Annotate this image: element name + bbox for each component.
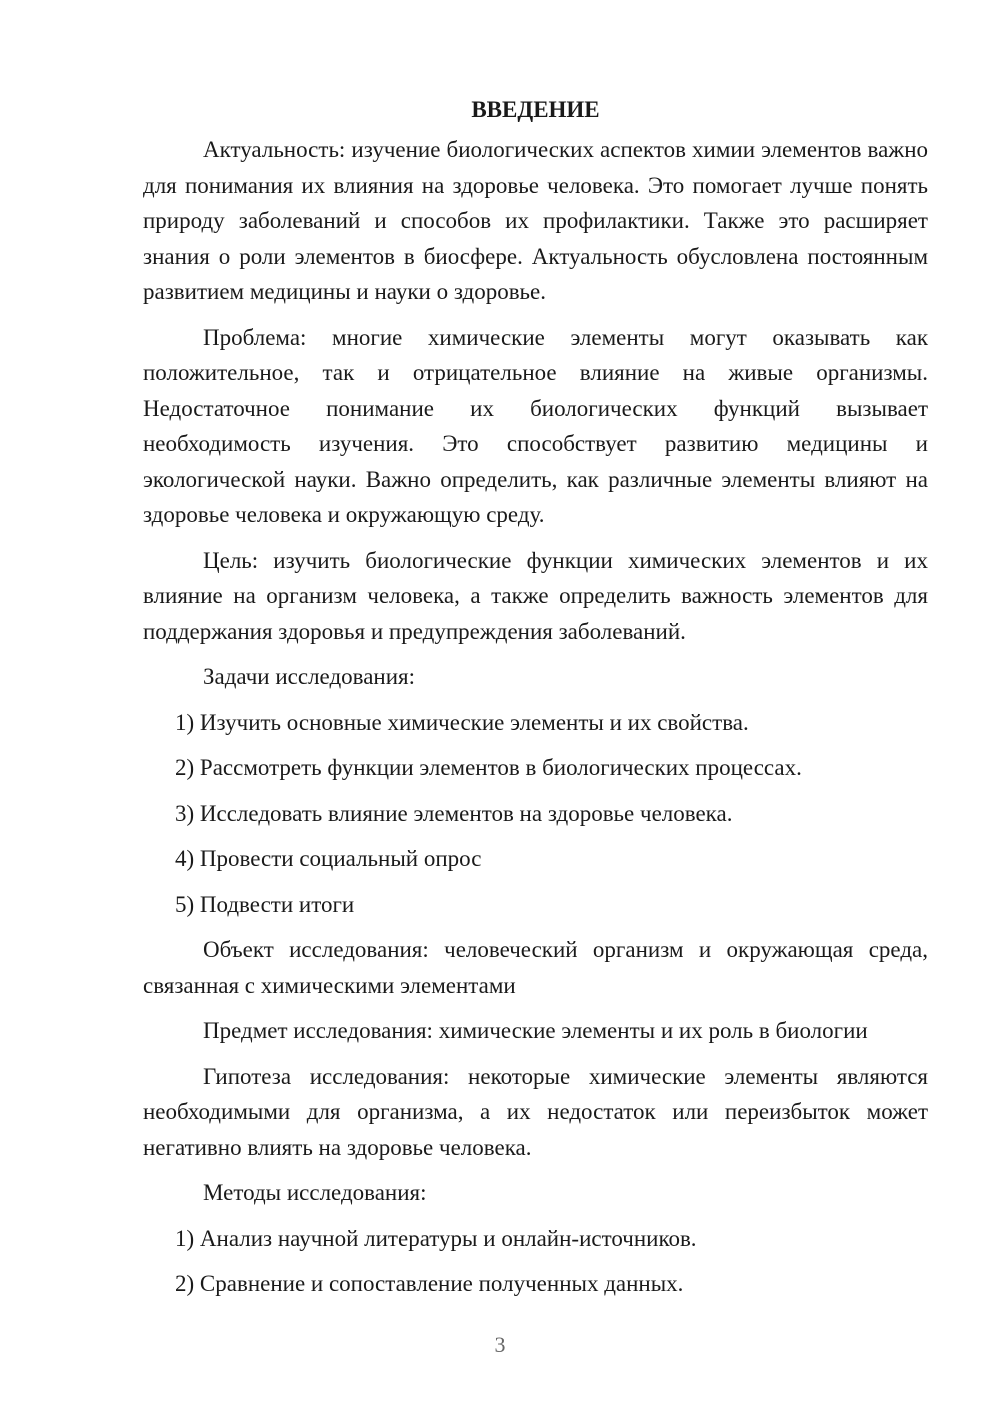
task-item-2: 2) Рассмотреть функции элементов в биологических процессах. (175, 755, 802, 780)
method-item-1: 1) Анализ научной литературы и онлайн-источников. (175, 1225, 697, 1251)
problem-paragraph: Проблема: многие химические элементы могут оказывать как положительное, так и отрицательное влияние на живые организмы. Недостаточное понимание их биологических функций вызывает необходимость изучения. Это способствует развитию медицины и экологической науки. Важно определить, как различные элементы влияют на здоровье человека и окружающую среду. (143, 324, 928, 527)
actuality-paragraph: Актуальность: изучение биологических аспектов химии элементов важно для понимания их влияния на здоровье человека. Это помогает лучше понять природу заболеваний и способов их профилактики. Также это расширяет знания о роли элементов в биосфере. Актуальность обусловлена постоянным развитием медицины и науки о здоровье. (143, 137, 928, 304)
tasks-heading: Задачи исследования: (203, 664, 416, 689)
page-content (143, 96, 928, 1312)
object-paragraph: Объект исследования: человеческий организм и окружающая среда, связанная с химическими элементами (143, 937, 928, 998)
page-number: 3 (494, 1332, 506, 1357)
task-item-1: 1) Изучить основные химические элементы и их свойства. (175, 709, 749, 735)
goal-paragraph: Цель: изучить биологические функции химических элементов и их влияние на организм человека, а также определить важность элементов для поддержания здоровья и предупреждения заболеваний. (143, 547, 928, 644)
methods-heading: Методы исследования: (203, 1180, 427, 1205)
subject-paragraph: Предмет исследования: химические элементы и их роль в биологии (203, 1018, 868, 1043)
task-item-3: 3) Исследовать влияние элементов на здоровье человека. (175, 800, 733, 826)
method-item-2: 2) Сравнение и сопоставление полученных данных. (175, 1271, 684, 1296)
hypothesis-paragraph: Гипотеза исследования: некоторые химические элементы являются необходимыми для организма, а их недостаток или переизбыток может негативно влиять на здоровье человека. (143, 1063, 928, 1160)
task-item-5: 5) Подвести итоги (175, 891, 355, 917)
task-item-4: 4) Провести социальный опрос (175, 846, 482, 871)
section-title: ВВЕДЕНИЕ (471, 97, 600, 122)
